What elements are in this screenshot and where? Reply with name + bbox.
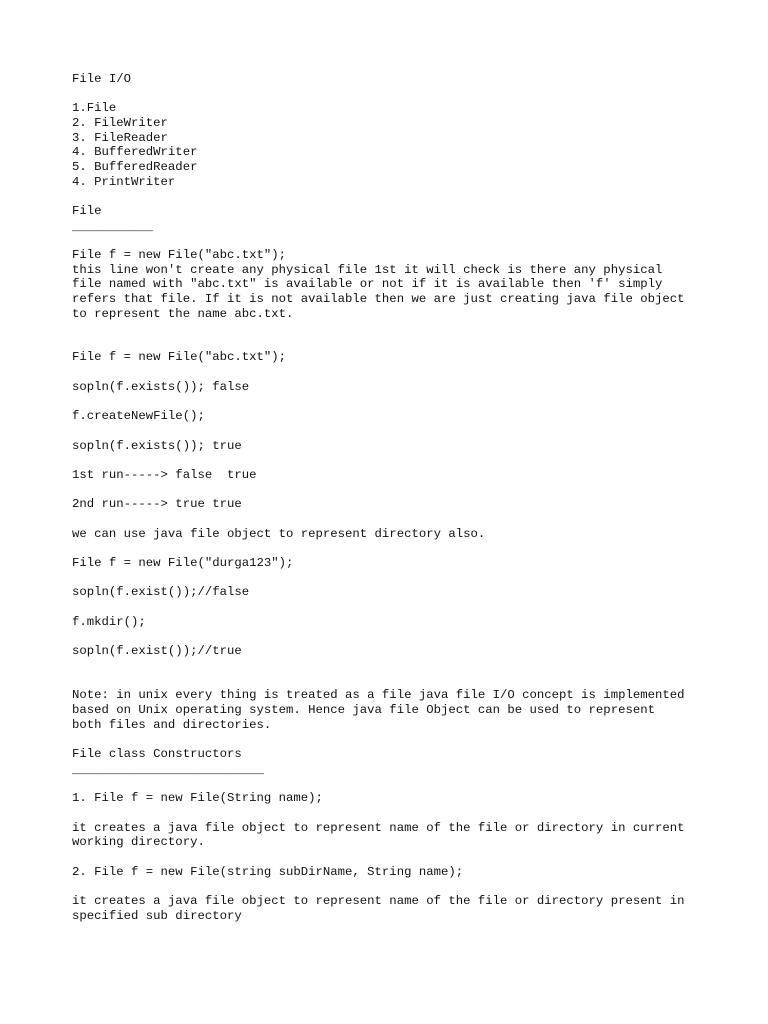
code-line: File f = new File("abc.txt"); (72, 248, 287, 262)
list-item: 3. FileReader (72, 131, 168, 145)
list-item: 2. FileWriter (72, 116, 168, 130)
code-line: f.mkdir(); (72, 615, 146, 629)
list-item: 4. BufferedWriter (72, 145, 198, 159)
code-line: sopln(f.exist());//true (72, 644, 242, 658)
code-line: 1. File f = new File(String name); (72, 791, 323, 805)
code-line: sopln(f.exist());//false (72, 585, 250, 599)
paragraph-line: this line won't create any physical file 1st it will check is there any physical (72, 263, 663, 277)
paragraph-line: refers that file. If it is not available then we are just creating java file object (72, 292, 685, 306)
note-line: both files and directories. (72, 718, 272, 732)
code-line: 2. File f = new File(string subDirName, String name); (72, 865, 464, 879)
paragraph-line: file named with "abc.txt" is available or not if it is available then 'f' simply (72, 277, 663, 291)
run-result-line: 2nd run-----> true true (72, 497, 242, 511)
list-item: 4. PrintWriter (72, 175, 176, 189)
paragraph-line: working directory. (72, 835, 205, 849)
paragraph-line: it creates a java file object to represent name of the file or directory in current (72, 821, 685, 835)
section-heading-constructors: File class Constructors (72, 747, 242, 761)
note-line: based on Unix operating system. Hence java file Object can be used to represent (72, 703, 655, 717)
code-line: File f = new File("durga123"); (72, 556, 294, 570)
paragraph-line: specified sub directory (72, 909, 242, 923)
code-line: File f = new File("abc.txt"); (72, 350, 287, 364)
paragraph-line: to represent the name abc.txt. (72, 307, 294, 321)
section-underline: __________________________ (72, 763, 264, 777)
list-item: 1.File (72, 101, 117, 115)
section-underline: ___________ (72, 220, 154, 234)
list-item: 5. BufferedReader (72, 160, 198, 174)
code-line: sopln(f.exists()); true (72, 439, 242, 453)
paragraph-line: it creates a java file object to represent name of the file or directory present in (72, 894, 685, 908)
paragraph-line: we can use java file object to represent directory also. (72, 527, 486, 541)
code-line: f.createNewFile(); (72, 409, 205, 423)
run-result-line: 1st run-----> false true (72, 468, 257, 482)
note-line: Note: in unix every thing is treated as a file java file I/O concept is implemented (72, 688, 685, 702)
document-title: File I/O (72, 72, 132, 86)
section-heading-file: File (72, 204, 102, 218)
code-line: sopln(f.exists()); false (72, 380, 250, 394)
